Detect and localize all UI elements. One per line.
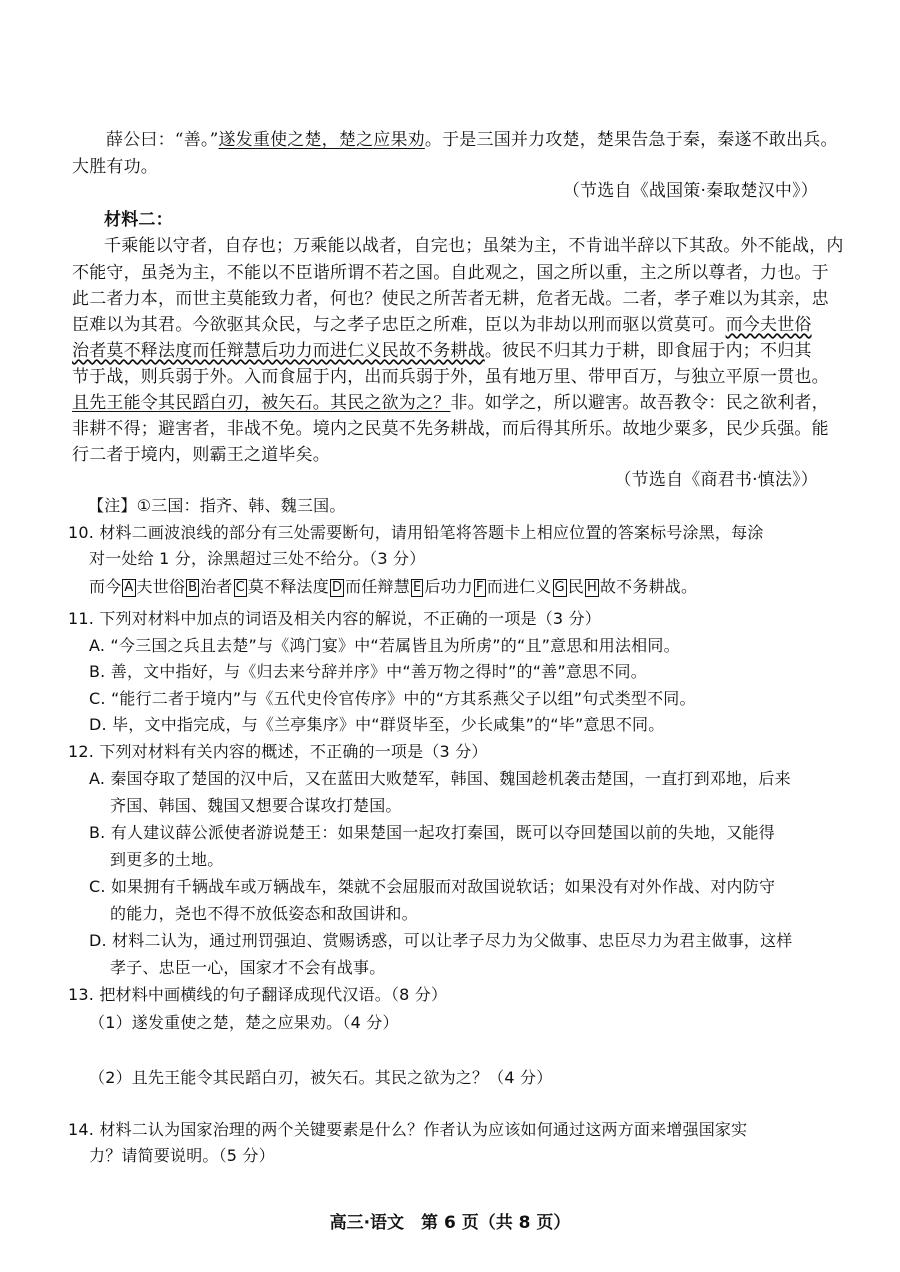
break-option-box[interactable]: B	[188, 580, 198, 595]
question-10-segmented-sentence	[89, 574, 697, 600]
segment: 而任辩慧	[345, 577, 410, 596]
underlined-sentence: 且先王能令其民蹈白刃，被矢石。其民之欲为之？	[72, 393, 451, 413]
material2-line: 千乘能以守者，自存也；万乘能以战者，自完也；虽桀为主，不肯诎半辞以下其敌。外不能战，内	[104, 236, 844, 256]
text-span: 非。如学之，所以避害。故吾教令：民之欲利者，	[450, 393, 829, 413]
material2-line: 此二者力本，而世主莫能致力者，何也？使民之所苦者无耕，危者无战。二者，孝子难以为其亲，忠	[72, 289, 829, 309]
text-span: 臣难以为其君。今欲驱其众民，与之孝子忠臣之所难，臣以为非劫以刑而驱以赏莫可。	[72, 315, 726, 335]
question-14-stem: 14. 材料二认为国家治理的两个关键要素是什么？作者认为应该如何通过这两方面来增强国家实	[68, 1120, 748, 1139]
text-span: 。彼民不归其力于耕，即食屈于内；不归其	[484, 341, 812, 361]
material2-line: 不能守，虽尧为主，不能以不臣谐所谓不若之国。自此观之，国之所以重，主之所以尊者，力也。于	[72, 263, 829, 283]
segment: 夫世俗	[136, 577, 186, 596]
question-12-line: 的能力，尧也不得不放低姿态和敌国讲和。	[110, 904, 418, 923]
question-11-stem: 11. 下列对材料中加点的词语及相关内容的解说，不正确的一项是（3 分）	[68, 609, 601, 628]
segment: 治者	[200, 577, 233, 596]
segment: 而进仁义	[486, 577, 552, 596]
question-11-option: D. 毕，文中指完成，与《兰亭集序》中“群贤毕至，少长咸集”的“毕”意思不同。	[89, 715, 665, 734]
source-citation-2: （节选自《商君书·慎法》）	[614, 470, 818, 490]
wavy-underline-text: 治者莫不释法度而任辩慧后功力而进仁义民故不务耕战	[72, 341, 485, 361]
question-11-option: A. “今三国之兵且去楚”与《鸿门宴》中“若属皆且为所虏”的“且”意思和用法相同。	[89, 636, 680, 655]
question-12-stem: 12. 下列对材料有关内容的概述，不正确的一项是（3 分）	[68, 742, 488, 761]
break-option-box[interactable]: A	[124, 580, 134, 595]
material1-line2: 大胜有功。	[72, 157, 158, 177]
question-11-option: B. 善，文中指好，与《归去来兮辞并序》中“善万物之得时”的“善”意思不同。	[89, 662, 647, 681]
segment: 莫不释法度	[247, 577, 329, 596]
segment: 故不务耕战。	[599, 577, 698, 596]
note: 【注】①三国：指齐、韩、魏三国。	[88, 496, 346, 515]
question-12-line: 孝子、忠臣一心，国家才不会有战事。	[110, 958, 386, 977]
text-span: 。于是三国并力攻楚，楚果告急于秦，秦遂不敢出兵。	[424, 130, 838, 150]
question-11-option: C. “能行二者于境内”与《五代史伶官传序》中的“方其系燕父子以组”句式类型不同。	[89, 689, 696, 708]
material2-line: 节于战，则兵弱于外。入而食屈于内，出而兵弱于外，虽有地万里、带甲百万，与独立平原一贯也。	[72, 367, 829, 387]
page-footer: 高三·语文 第 6 页（共 8 页）	[329, 1213, 571, 1233]
material2-line	[72, 390, 829, 416]
question-12-line: C. 如果拥有千辆战车或万辆战车，桀就不会屈服而对敌国说软话；如果没有对外作战、对内防守	[89, 877, 776, 896]
question-12-line: 到更多的土地。	[110, 850, 224, 869]
question-12-line: B. 有人建议薛公派使者游说楚王：如果楚国一起攻打秦国，既可以夺回楚国以前的失地，又能得	[89, 823, 775, 842]
segment: 后功力	[424, 577, 473, 596]
question-13-stem: 13. 把材料中画横线的句子翻译成现代汉语。（8 分）	[68, 985, 448, 1004]
break-option-box[interactable]: C	[235, 580, 245, 595]
material2-line	[72, 312, 812, 338]
material1-line1	[106, 127, 838, 153]
break-option-box[interactable]: D	[331, 580, 343, 595]
break-option-box[interactable]: E	[412, 580, 422, 595]
underlined-sentence: 遂发重使之楚，楚之应果劝	[218, 130, 425, 150]
segment: 而今	[89, 577, 122, 596]
question-10-stem: 对一处给 1 分，涂黑超过三处不给分。（3 分）	[89, 549, 426, 568]
question-12-line: 齐国、韩国、魏国又想要合谋攻打楚国。	[110, 796, 402, 815]
question-13-sub1: （1）遂发重使之楚，楚之应果劝。（4 分）	[89, 1013, 399, 1032]
break-option-box[interactable]: H	[586, 580, 597, 595]
material2-heading: 材料二：	[104, 210, 173, 230]
source-citation-1: （节选自《战国策·秦取楚汉中》）	[562, 181, 818, 201]
text-span: 薛公曰：“善。”	[106, 130, 219, 150]
material2-line	[72, 338, 812, 364]
question-13-sub2: （2）且先王能令其民蹈白刃，被矢石。其民之欲为之？（4 分）	[89, 1068, 553, 1087]
break-option-box[interactable]: G	[554, 580, 565, 595]
segment: 民	[567, 577, 584, 596]
material2-line: 非耕不得；避害者，非战不免。境内之民莫不先务耕战，而后得其所乐。故地少粟多，民少兵强。能	[72, 419, 829, 439]
question-10-stem: 10. 材料二画波浪线的部分有三处需要断句，请用铅笔将答题卡上相应位置的答案标号涂黑，每涂	[68, 523, 764, 542]
question-12-line: D. 材料二认为，通过刑罚强迫、赏赐诱惑，可以让孝子尽力为父做事、忠臣尽力为君主做事，这样	[89, 931, 793, 950]
material2-line: 行二者于境内，则霸王之道毕矣。	[72, 445, 330, 465]
question-14-stem: 力？请简要说明。（5 分）	[89, 1146, 275, 1165]
wavy-underline-text: 而今夫世俗	[725, 315, 812, 335]
question-12-line: A. 秦国夺取了楚国的汉中后，又在蓝田大败楚军，韩国、魏国趁机袭击楚国，一直打到邓地，后来	[89, 769, 791, 788]
break-option-box[interactable]: F	[476, 580, 484, 595]
